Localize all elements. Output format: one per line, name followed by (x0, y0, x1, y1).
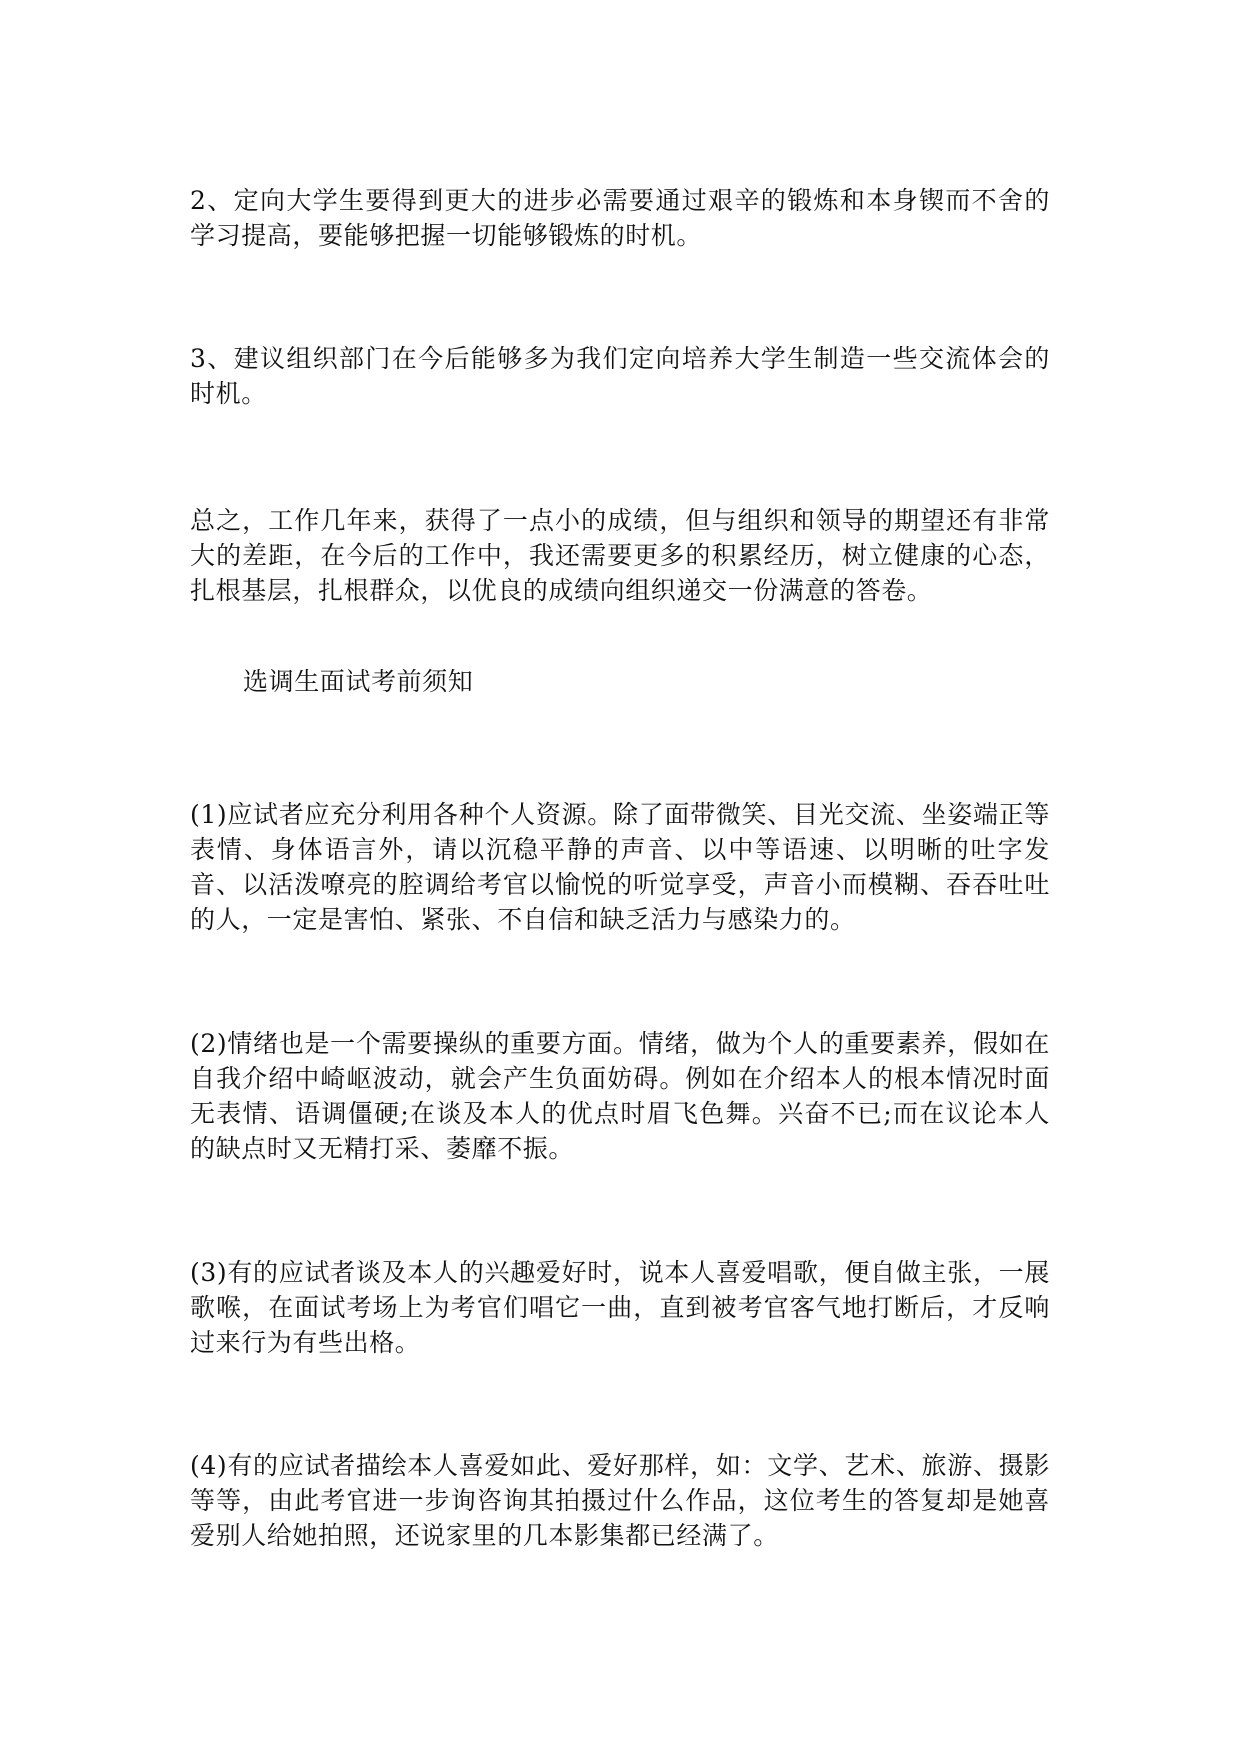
paragraph-item-1: (1)应试者应充分利用各种个人资源。除了面带微笑、目光交流、坐姿端正等表情、身体语言外，请以沉稳平静的声音、以中等语速、以明晰的吐字发音、以活泼嘹亮的腔调给考官以愉悦的听觉享受，声音小而模糊、吞吞吐吐的人，一定是害怕、紧张、不自信和缺乏活力与感染力的。 (190, 800, 1050, 934)
paragraph-item-4: (4)有的应试者描绘本人喜爱如此、爱好那样，如：文学、艺术、旅游、摄影等等，由此考官进一步询咨询其拍摄过什么作品，这位考生的答复却是她喜爱别人给她拍照，还说家里的几本影集都已经满了。 (190, 1451, 1050, 1550)
paragraph-item-2: (2)情绪也是一个需要操纵的重要方面。情绪，做为个人的重要素养，假如在自我介绍中崎岖波动，就会产生负面妨碍。例如在介绍本人的根本情况时面无表情、语调僵硬;在谈及本人的优点时眉飞色舞。兴奋不已;而在议论本人的缺点时又无精打采、萎靡不振。 (190, 1029, 1050, 1163)
paragraph-summary: 总之，工作几年来，获得了一点小的成绩，但与组织和领导的期望还有非常大的差距，在今后的工作中，我还需要更多的积累经历，树立健康的心态，扎根基层，扎根群众，以优良的成绩向组织递交一份满意的答卷。 (190, 506, 1050, 605)
section-heading: 选调生面试考前须知 (243, 667, 474, 696)
paragraph-point-2: 2、定向大学生要得到更大的进步必需要通过艰辛的锻炼和本身锲而不舍的学习提高，要能够把握一切能够锻炼的时机。 (190, 186, 1050, 250)
paragraph-item-3: (3)有的应试者谈及本人的兴趣爱好时，说本人喜爱唱歌，便自做主张，一展歌喉，在面试考场上为考官们唱它一曲，直到被考官客气地打断后，才反响过来行为有些出格。 (190, 1258, 1050, 1357)
paragraph-point-3: 3、建议组织部门在今后能够多为我们定向培养大学生制造一些交流体会的时机。 (190, 344, 1050, 408)
